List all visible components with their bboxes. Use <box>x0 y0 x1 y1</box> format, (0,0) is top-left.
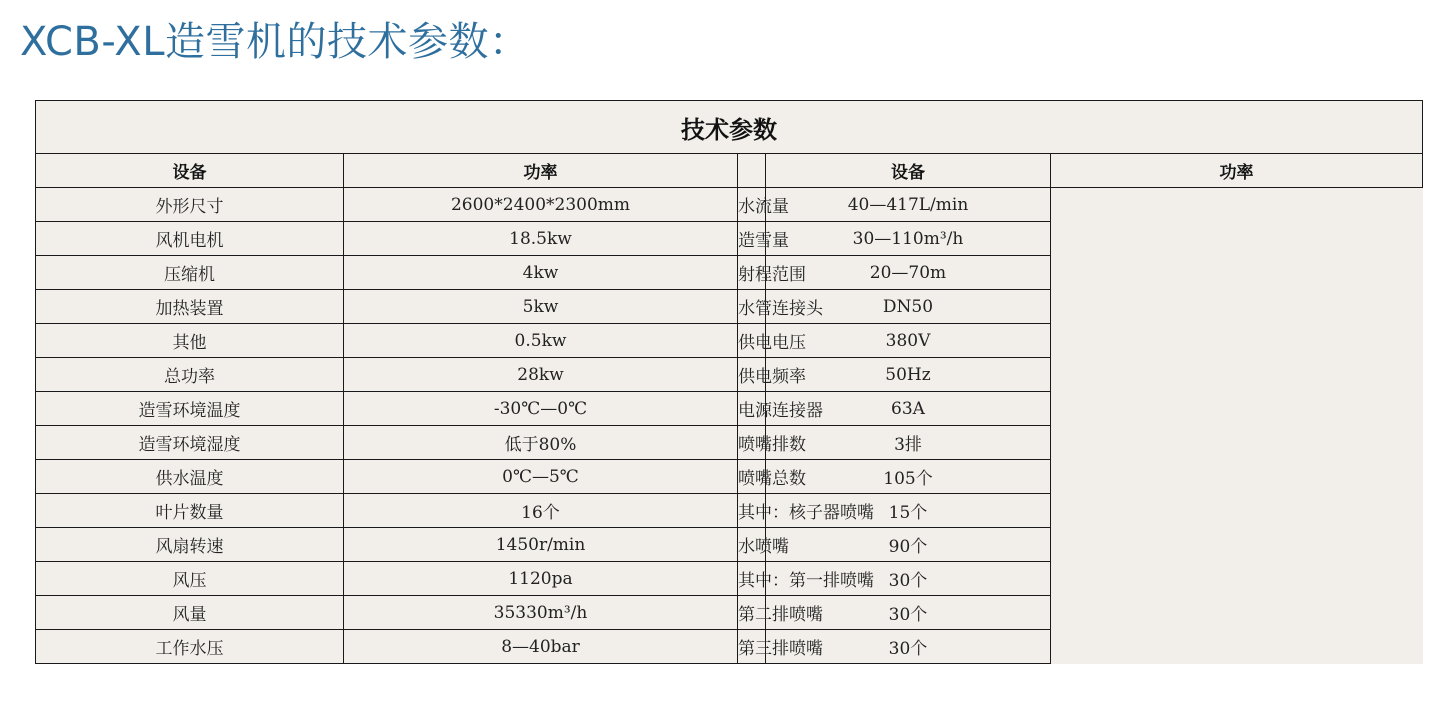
param-name-left: 总功率 <box>36 358 344 392</box>
param-name-left: 造雪环境湿度 <box>36 426 344 460</box>
param-name-right: 第二排喷嘴 <box>738 596 766 630</box>
param-value-left: 4kw <box>344 256 738 290</box>
param-value-left: 18.5kw <box>344 222 738 256</box>
param-name-right: 喷嘴总数 <box>738 460 766 494</box>
table-row <box>36 494 1423 528</box>
param-name-right: 喷嘴排数 <box>738 426 766 460</box>
param-value-left: 35330m³/h <box>344 596 738 630</box>
header-device-left: 设备 <box>36 154 344 188</box>
param-name-left: 供水温度 <box>36 460 344 494</box>
header-power-left: 功率 <box>344 154 738 188</box>
table-row <box>36 188 1423 222</box>
param-name-right: 水管连接头 <box>738 290 766 324</box>
param-name-right: 其中：第一排喷嘴 <box>738 562 766 596</box>
table-row <box>36 596 1423 630</box>
param-value-left: -30℃—0℃ <box>344 392 738 426</box>
param-value-left: 2600*2400*2300mm <box>344 188 738 222</box>
table-title: 技术参数 <box>36 101 1423 154</box>
param-name-left: 风机电机 <box>36 222 344 256</box>
param-value-right: 105个 <box>766 460 1051 494</box>
table-row <box>36 358 1423 392</box>
param-value-right: 3排 <box>766 426 1051 460</box>
header-power-right: 功率 <box>1051 154 1423 188</box>
table-row <box>36 222 1423 256</box>
param-value-left: 5kw <box>344 290 738 324</box>
param-name-left: 加热装置 <box>36 290 344 324</box>
param-value-left: 1450r/min <box>344 528 738 562</box>
param-value-right: 30—110m³/h <box>766 222 1051 256</box>
table-row <box>36 324 1423 358</box>
param-value-left: 1120pa <box>344 562 738 596</box>
param-value-left: 0℃—5℃ <box>344 460 738 494</box>
param-value-right: 90个 <box>766 528 1051 562</box>
param-value-left: 0.5kw <box>344 324 738 358</box>
param-name-left: 风扇转速 <box>36 528 344 562</box>
header-device-right: 设备 <box>766 154 1051 188</box>
table-row <box>36 630 1423 664</box>
param-name-left: 工作水压 <box>36 630 344 664</box>
param-value-right: 20—70m <box>766 256 1051 290</box>
param-name-right: 水喷嘴 <box>738 528 766 562</box>
param-value-right: 40—417L/min <box>766 188 1051 222</box>
param-value-left: 8—40bar <box>344 630 738 664</box>
table-row <box>36 562 1423 596</box>
table-row <box>36 426 1423 460</box>
param-name-left: 风量 <box>36 596 344 630</box>
table-row <box>36 392 1423 426</box>
param-name-right: 射程范围 <box>738 256 766 290</box>
param-name-right: 其中：核子器喷嘴 <box>738 494 766 528</box>
param-name-right: 水流量 <box>738 188 766 222</box>
column-divider <box>738 154 766 188</box>
param-name-right: 第三排喷嘴 <box>738 630 766 664</box>
param-name-right: 电源连接器 <box>738 392 766 426</box>
param-name-right: 供电频率 <box>738 358 766 392</box>
param-name-right: 供电电压 <box>738 324 766 358</box>
param-value-right: 15个 <box>766 494 1051 528</box>
param-name-left: 造雪环境温度 <box>36 392 344 426</box>
param-value-right: 380V <box>766 324 1051 358</box>
param-value-left: 低于80% <box>344 426 738 460</box>
param-value-right: 50Hz <box>766 358 1051 392</box>
param-name-left: 压缩机 <box>36 256 344 290</box>
param-value-left: 16个 <box>344 494 738 528</box>
param-name-left: 其他 <box>36 324 344 358</box>
param-value-right: 63A <box>766 392 1051 426</box>
header-row <box>36 154 1423 188</box>
param-name-left: 叶片数量 <box>36 494 344 528</box>
param-value-right: 30个 <box>766 562 1051 596</box>
table-row <box>36 256 1423 290</box>
table-row <box>36 460 1423 494</box>
table-row <box>36 528 1423 562</box>
table-row <box>36 290 1423 324</box>
param-value-right: DN50 <box>766 290 1051 324</box>
param-name-right: 造雪量 <box>738 222 766 256</box>
param-value-right: 30个 <box>766 630 1051 664</box>
param-name-left: 外形尺寸 <box>36 188 344 222</box>
param-value-right: 30个 <box>766 596 1051 630</box>
page-title: XCB-XL造雪机的技术参数： <box>20 19 530 65</box>
spec-table <box>35 100 1423 664</box>
param-value-left: 28kw <box>344 358 738 392</box>
param-name-left: 风压 <box>36 562 344 596</box>
